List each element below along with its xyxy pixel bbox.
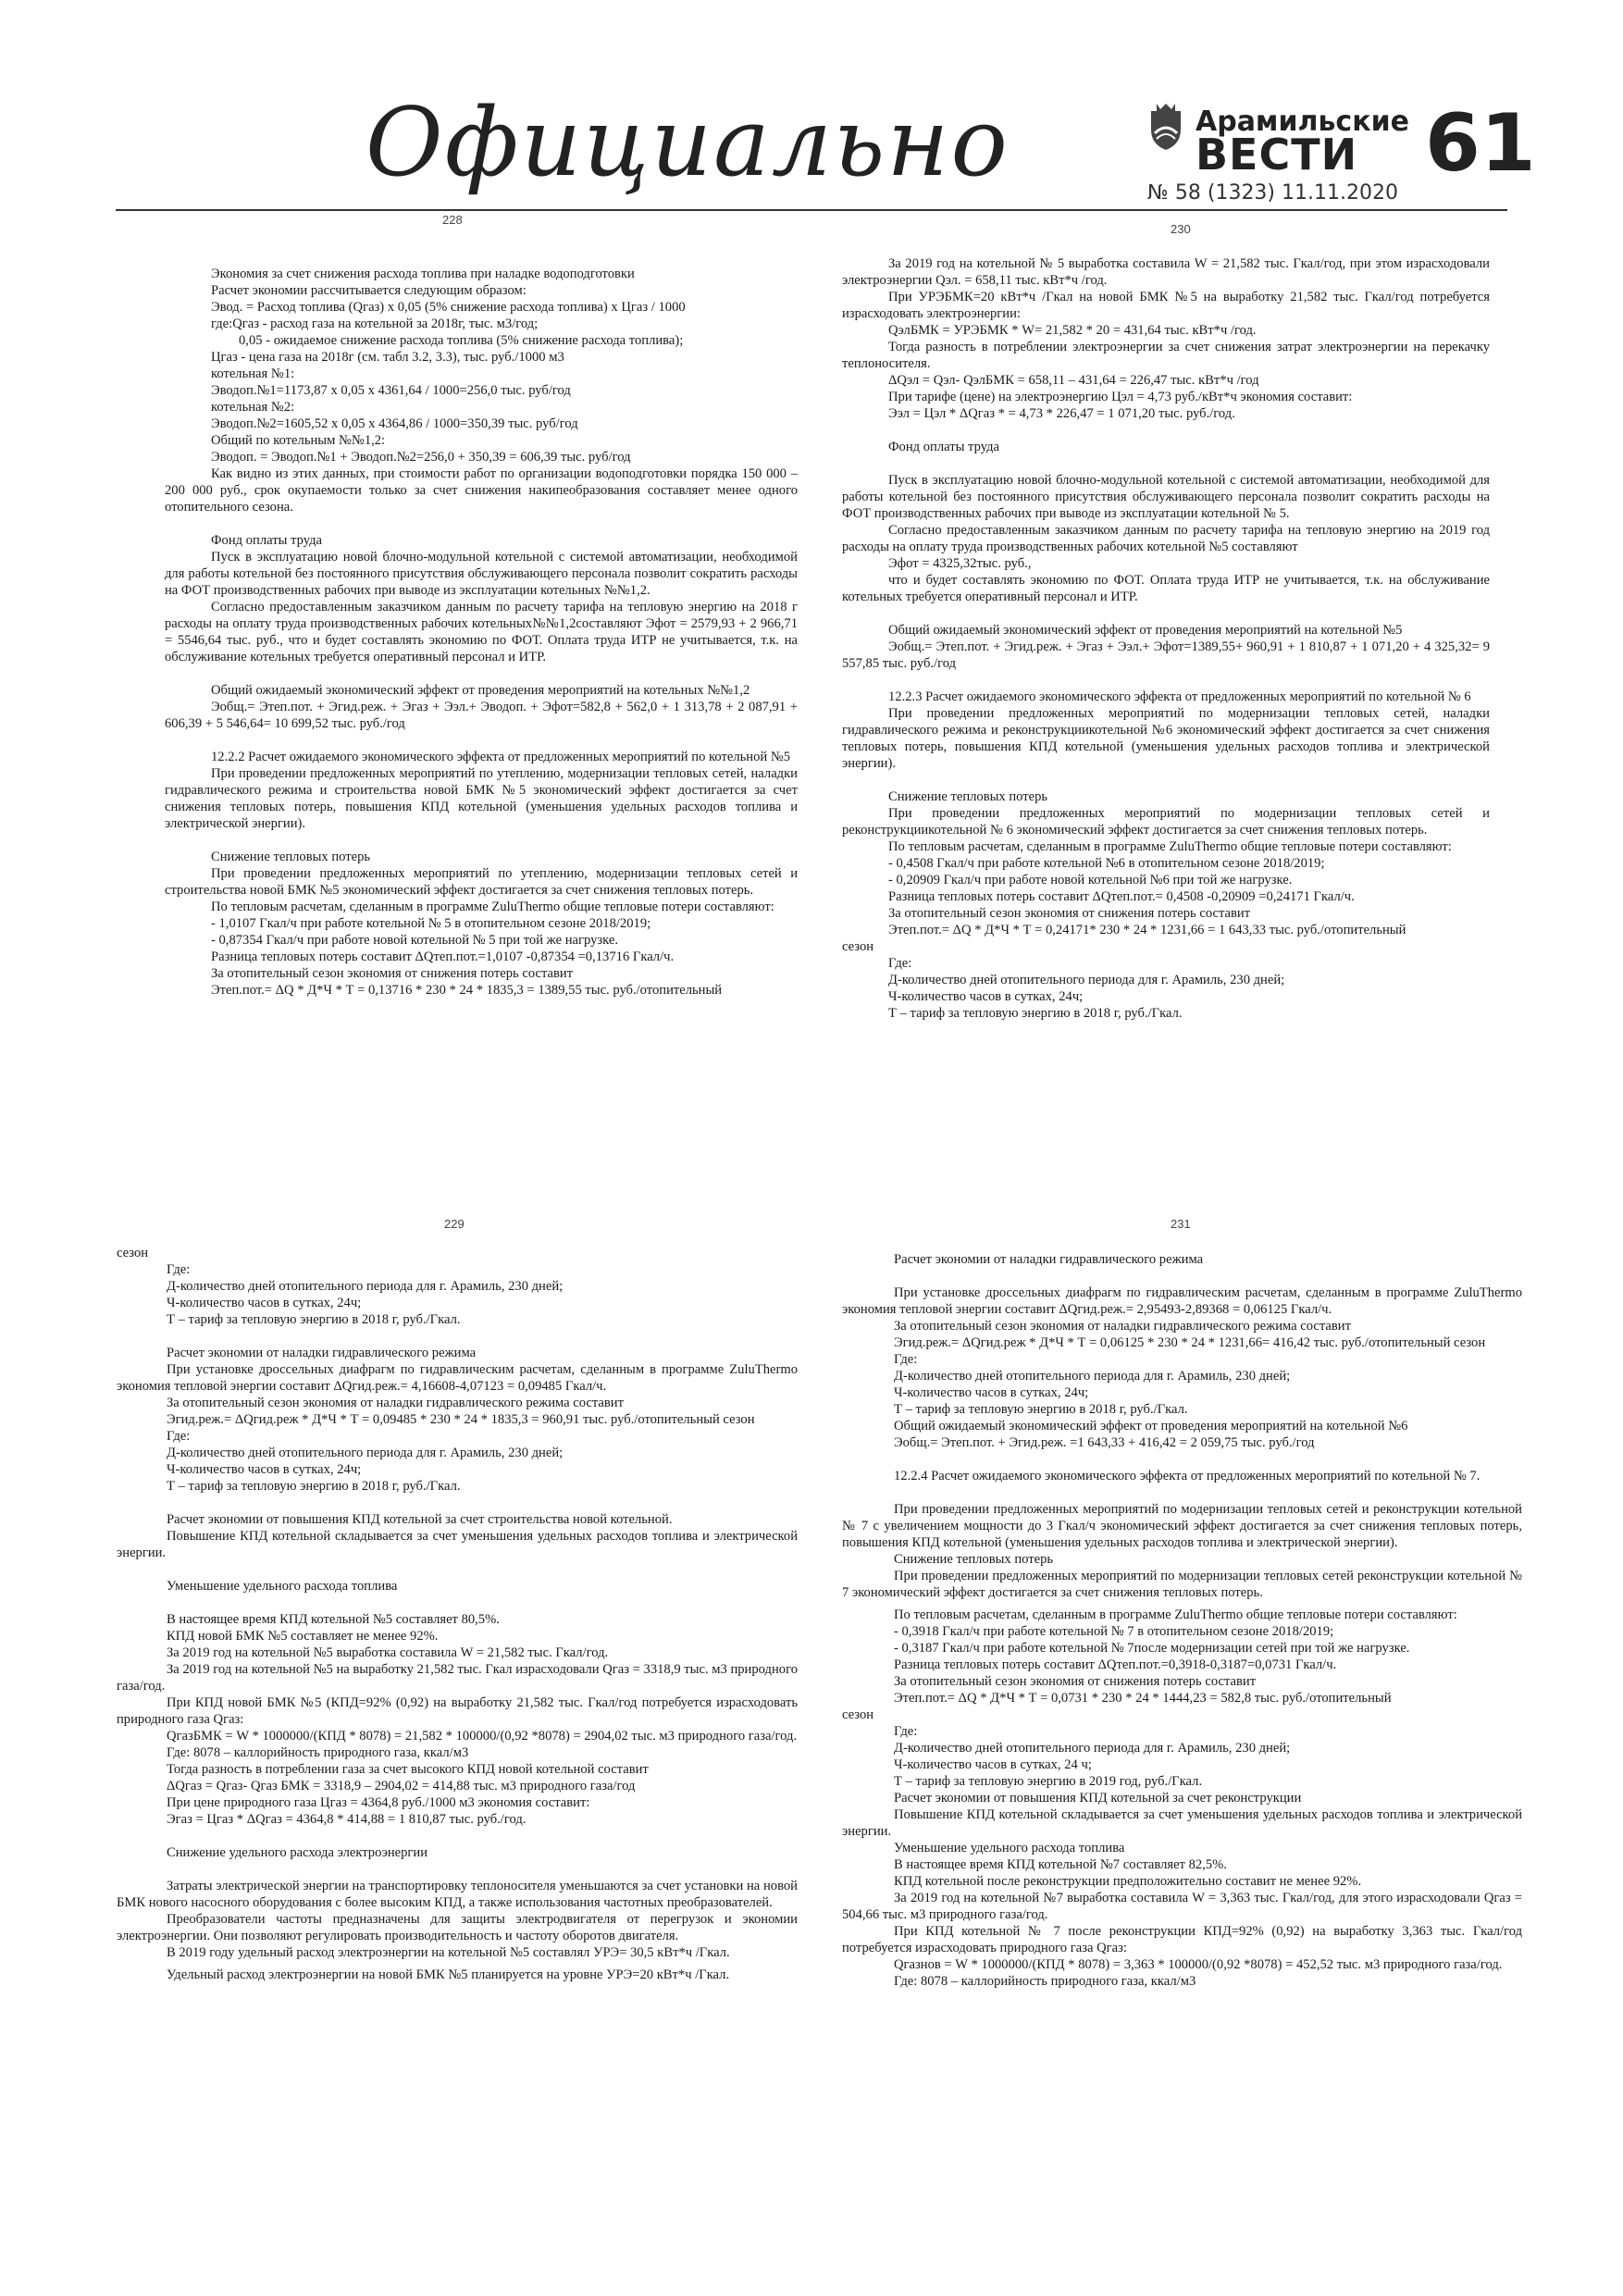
paragraph: По тепловым расчетам, сделанным в программе ZuluThermo общие тепловые потери составляют: <box>211 900 774 914</box>
column-top-left <box>165 266 798 999</box>
paragraph: Т – тариф за тепловую энергию в 2018 г, руб./Гкал. <box>888 1006 1183 1021</box>
source-page-number: 231 <box>1171 1217 1191 1231</box>
paragraph: По тепловым расчетам, сделанным в программе ZuluThermo общие тепловые потери составляют: <box>894 1607 1457 1622</box>
paragraph: Повышение КПД котельной складывается за счет уменьшения удельных расходов топлива и электрической энергии. <box>842 1807 1522 1839</box>
formula: Этеп.пот.= ΔQ * Д*Ч * Т = 0,13716 * 230 * 24 * 1835,3 = 1389,55 тыс. руб./отопительный <box>211 983 723 998</box>
paragraph: - 0,3918 Гкал/ч при работе котельной № 7 в отопительном сезоне 2018/2019; <box>894 1624 1334 1639</box>
paragraph: - 0,20909 Гкал/ч при работе новой котельной №6 при той же нагрузке. <box>888 873 1293 887</box>
paragraph: - 0,87354 Гкал/ч при работе новой котельной № 5 при той же нагрузке. <box>211 933 618 948</box>
source-page-number: 229 <box>444 1217 465 1231</box>
paragraph: За отопительный сезон экономия от наладки гидравлического режима составит <box>167 1396 624 1410</box>
paragraph: В настоящее время КПД котельной №5 составляет 80,5%. <box>167 1612 500 1627</box>
paragraph: Где: <box>167 1429 191 1444</box>
paragraph: Удельный расход электроэнергии на новой БМК №5 планируется на уровне УРЭ=20 кВт*ч /Гкал. <box>167 1967 730 1982</box>
paragraph: где:Qгаз - расход газа на котельной за 2018г, тыс. м3/год; <box>211 316 539 331</box>
formula: QэлБМК = УРЭБМК * W= 21,582 * 20 = 431,64 тыс. кВт*ч /год. <box>888 323 1257 338</box>
section-heading: Фонд оплаты труда <box>888 440 999 454</box>
paragraph: Ч-количество часов в сутках, 24ч; <box>888 989 1084 1004</box>
formula: Этеп.пот.= ΔQ * Д*Ч * Т = 0,0731 * 230 * 24 * 1444,23 = 582,8 тыс. руб./отопительный <box>894 1691 1392 1706</box>
paragraph: При цене природного газа Цгаз = 4364,8 руб./1000 м3 экономия составит: <box>167 1795 590 1810</box>
column-bottom-right <box>842 1251 1522 1990</box>
paragraph: Т – тариф за тепловую энергию в 2019 год, руб./Гкал. <box>894 1774 1203 1789</box>
paragraph: Общий ожидаемый экономический эффект от проведения мероприятий на котельной №6 <box>894 1419 1408 1433</box>
formula: ΔQгаз = Qгаз- Qгаз БМК = 3318,9 – 2904,02 = 414,88 тыс. м3 природного газа/год <box>167 1779 636 1793</box>
brand-name-big: ВЕСТИ <box>1196 130 1358 180</box>
paragraph: При проведении предложенных мероприятий по модернизации тепловых сетей и реконструкции котельной № 7 с увеличением мощности до 3 Гкал/ч экономический эффект достигается за счет снижения тепловых потерь, повышения КПД котельной (уменьшения удельных расходов топлива и электрической энергии). <box>842 1502 1522 1550</box>
paragraph: За отопительный сезон экономия от наладки гидравлического режима составит <box>894 1319 1351 1334</box>
section-heading: Расчет экономии от наладки гидравлического режима <box>894 1252 1204 1267</box>
paragraph: Где: <box>167 1262 191 1277</box>
paragraph: При установке дроссельных диафрагм по гидравлическим расчетам, сделанным в программе ZuluThermo экономия тепловой энергии составит ΔQгид.реж.= 2,95493-2,89368 = 0,06125 Гкал/ч. <box>842 1285 1522 1317</box>
section-heading: Снижение удельного расхода электроэнергии <box>167 1845 428 1860</box>
paragraph: За 2019 год на котельной №5 на выработку 21,582 тыс. Гкал израсходовали Qгаз = 3318,9 тыс. м3 природного газа/год. <box>117 1662 798 1694</box>
paragraph: КПД новой БМК №5 составляет не менее 92%. <box>167 1629 439 1644</box>
formula: Эгаз = Цгаз * ΔQгаз = 4364,8 * 414,88 = 1 810,87 тыс. руб./год. <box>167 1812 527 1827</box>
brand-name-small: Арамильские <box>1196 105 1409 138</box>
formula: Этеп.пот.= ΔQ * Д*Ч * Т = 0,24171* 230 * 24 * 1231,66 = 1 643,33 тыс. руб./отопительный <box>888 923 1406 937</box>
paragraph: В настоящее время КПД котельной №7 составляет 82,5%. <box>894 1857 1227 1872</box>
section-heading: Снижение тепловых потерь <box>888 789 1048 804</box>
paragraph: По тепловым расчетам, сделанным в программе ZuluThermo общие тепловые потери составляют: <box>888 839 1452 854</box>
paragraph: Где: <box>888 956 912 971</box>
paragraph: Затраты электрической энергии на транспортировку теплоносителя уменьшаются за счет установки на новой БМК нового насосного оборудования с более высоким КПД, а также использования частотных преобразователей. <box>117 1879 798 1910</box>
paragraph: Д-количество дней отопительного периода для г. Арамиль, 230 дней; <box>167 1446 564 1460</box>
paragraph: что и будет составлять экономию по ФОТ. Оплата труда ИТР не учитывается, т.к. на обслуживание котельных требуется оперативный персонал и ИТР. <box>842 573 1490 604</box>
paragraph: Общий по котельным №№1,2: <box>211 433 386 448</box>
paragraph: За отопительный сезон экономия от снижения потерь составит <box>211 966 574 981</box>
paragraph: Общий ожидаемый экономический эффект от проведения мероприятий на котельной №5 <box>888 623 1403 638</box>
section-heading: 12.2.4 Расчет ожидаемого экономического эффекта от предложенных мероприятий по котельной № 7. <box>894 1469 1481 1483</box>
section-heading: Уменьшение удельного расхода топлива <box>894 1841 1125 1855</box>
formula: Эвод. = Расход топлива (Qгаз) х 0,05 (5% снижение расхода топлива) х Цгаз / 1000 <box>211 300 686 315</box>
source-page-number: 228 <box>442 213 463 227</box>
section-heading: Расчет экономии от повышения КПД котельной за счет реконструкции <box>894 1791 1302 1806</box>
source-page-number: 230 <box>1171 222 1191 236</box>
paragraph: Повышение КПД котельной складывается за счет уменьшения удельных расходов топлива и электрической энергии. <box>117 1529 798 1560</box>
paragraph: Ч-количество часов в сутках, 24ч; <box>167 1462 362 1477</box>
formula: Ээл = Цэл * ΔQгаз * = 4,73 * 226,47 = 1 071,20 тыс. руб./год. <box>888 406 1235 421</box>
formula: QгазБМК = W * 1000000/(КПД * 8078) = 21,582 * 100000/(0,92 *8078) = 2904,02 тыс. м3 природного газа/год. <box>167 1729 798 1744</box>
paragraph: При КПД котельной № 7 после реконструкции КПД=92% (0,92) на выработку 3,363 тыс. Гкал/год потребуется израсходовать природного газа Qгаз: <box>842 1924 1522 1955</box>
paragraph: Т – тариф за тепловую энергию в 2018 г, руб./Гкал. <box>894 1402 1188 1417</box>
paragraph: Разница тепловых потерь составит ΔQтеп.пот.=1,0107 -0,87354 =0,13716 Гкал/ч. <box>211 949 675 964</box>
paragraph: Ч-количество часов в сутках, 24ч; <box>894 1385 1089 1400</box>
paragraph: Пуск в эксплуатацию новой блочно-модульной котельной с системой автоматизации, необходимой для работы котельной без постоянного присутствия обслуживающего персонала позволит сократить расходы на ФОТ производственных рабочих при выводе из эксплуатации котельной № 5. <box>842 473 1490 521</box>
page-number: 61 <box>1425 97 1536 190</box>
formula: ΔQэл = Qэл- QэлБМК = 658,11 – 431,64 = 226,47 тыс. кВт*ч /год <box>888 373 1259 388</box>
formula: Эгид.реж.= ΔQгид.реж * Д*Ч * Т = 0,09485 * 230 * 24 * 1835,3 = 960,91 тыс. руб./отопительный сезон <box>167 1412 755 1427</box>
column-bottom-left <box>117 1245 798 1983</box>
paragraph: - 1,0107 Гкал/ч при работе котельной № 5 в отопительном сезоне 2018/2019; <box>211 916 651 931</box>
paragraph: Д-количество дней отопительного периода для г. Арамиль, 230 дней; <box>894 1369 1291 1384</box>
paragraph: Ч-количество часов в сутках, 24ч; <box>167 1296 362 1310</box>
paragraph: За 2019 год на котельной № 5 выработка составила W = 21,582 тыс. Гкал/год, при этом израсходовали электроэнергии Qэл. = 658,11 тыс. кВт*ч /год. <box>842 256 1490 288</box>
section-heading: Фонд оплаты труда <box>211 533 322 548</box>
paragraph: Где: <box>894 1352 918 1367</box>
paragraph: За отопительный сезон экономия от снижения потерь составит <box>894 1674 1257 1689</box>
section-heading: 12.2.2 Расчет ожидаемого экономического эффекта от предложенных мероприятий по котельной №5 <box>211 750 791 764</box>
paragraph: Д-количество дней отопительного периода для г. Арамиль, 230 дней; <box>888 973 1285 987</box>
paragraph: - 0,3187 Гкал/ч при работе котельной № 7после модернизации сетей при той же нагрузке. <box>894 1641 1410 1656</box>
section-title: Официально <box>365 88 1010 198</box>
paragraph: Разница тепловых потерь составит ΔQтеп.пот.= 0,4508 -0,20909 =0,24171 Гкал/ч. <box>888 889 1355 904</box>
column-top-right <box>842 255 1490 1022</box>
paragraph: За отопительный сезон экономия от снижения потерь составит <box>888 906 1251 921</box>
formula: Эобщ.= Этеп.пот. + Эгид.реж. + Эгаз + Ээл.+ Эводоп. + Эфот=582,8 + 562,0 + 1 313,78 + 2 087,91 + 606,39 + 5 546,64= 10 699,52 тыс. руб./год <box>165 700 798 731</box>
section-heading: Снижение тепловых потерь <box>894 1552 1054 1567</box>
paragraph: Тогда разность в потреблении газа за счет высокого КПД новой котельной составит <box>167 1762 649 1777</box>
header-rule <box>116 209 1507 211</box>
paragraph: Преобразователи частоты предназначены для защиты электродвигателя от перегрузок и экономии электроэнергии. Они позволяют регулировать производительность и частоту оборотов двигателя. <box>117 1912 798 1943</box>
paragraph: Т – тариф за тепловую энергию в 2018 г, руб./Гкал. <box>167 1479 461 1494</box>
paragraph: При УРЭБМК=20 кВт*ч /Гкал на новой БМК №5 на выработку 21,582 тыс. Гкал/год потребуется израсходовать электроэнергии: <box>842 290 1490 321</box>
paragraph: котельная №2: <box>211 400 295 415</box>
formula: Эводоп. = Эводоп.№1 + Эводоп.№2=256,0 + 350,39 = 606,39 тыс. руб/год <box>211 450 631 465</box>
paragraph: При проведении предложенных мероприятий по модернизации тепловых сетей и реконструкциикотельной № 6 экономический эффект достигается за счет снижения тепловых потерь. <box>842 806 1490 838</box>
paragraph: Д-количество дней отопительного периода для г. Арамиль, 230 дней; <box>894 1741 1291 1756</box>
section-heading: Расчет экономии от повышения КПД котельной за счет строительства новой котельной. <box>167 1512 673 1527</box>
paragraph: котельная №1: <box>211 366 295 381</box>
paragraph: Общий ожидаемый экономический эффект от проведения мероприятий на котельных №№1,2 <box>211 683 750 698</box>
section-heading: Уменьшение удельного расхода топлива <box>167 1579 398 1594</box>
paragraph: Разница тепловых потерь составит ΔQтеп.пот.=0,3918-0,3187=0,0731 Гкал/ч. <box>894 1657 1337 1672</box>
formula: Qгазнов = W * 1000000/(КПД * 8078) = 3,363 * 100000/(0,92 *8078) = 452,52 тыс. м3 природного газа/год. <box>894 1957 1503 1972</box>
paragraph: Где: 8078 – каллорийность природного газа, ккал/м3 <box>167 1745 469 1760</box>
paragraph: сезон <box>842 939 874 954</box>
formula: Эфот = 4325,32тыс. руб., <box>888 556 1032 571</box>
paragraph: Цгаз - цена газа на 2018г (см. табл 3.2, 3.3), тыс. руб./1000 м3 <box>211 350 564 365</box>
section-heading: Расчет экономии от наладки гидравлического режима <box>167 1346 477 1360</box>
paragraph: Ч-количество часов в сутках, 24 ч; <box>894 1757 1092 1772</box>
paragraph: Д-количество дней отопительного периода для г. Арамиль, 230 дней; <box>167 1279 564 1294</box>
paragraph: Где: 8078 – каллорийность природного газа, ккал/м3 <box>894 1974 1196 1989</box>
paragraph: Т – тариф за тепловую энергию в 2018 г, руб./Гкал. <box>167 1312 461 1327</box>
paragraph: сезон <box>842 1707 874 1722</box>
paragraph: 0,05 - ожидаемое снижение расхода топлива (5% снижение расхода топлива); <box>239 333 684 348</box>
section-heading: 12.2.3 Расчет ожидаемого экономического эффекта от предложенных мероприятий по котельной № 6 <box>888 689 1471 704</box>
section-heading: Снижение тепловых потерь <box>211 850 371 864</box>
coat-of-arms-icon <box>1147 102 1184 152</box>
paragraph: КПД котельной после реконструкции предположительно составит не менее 92%. <box>894 1874 1362 1889</box>
paragraph: Согласно предоставленным заказчиком данным по расчету тарифа на тепловую энергию на 2018 г расходы на оплату труда производственных рабочих котельных№№1,2составляют Эфот = 2579,93 + 2 966,71 = 5546,64 тыс. руб., что и будет составлять экономию по ФОТ. Оплата труда ИТР не учитывается, т.к. на обслуживание котельных требуется оперативный персонал и ИТР. <box>165 600 798 664</box>
paragraph: За 2019 год на котельной №5 выработка составила W = 21,582 тыс. Гкал/год. <box>167 1645 609 1660</box>
paragraph: Пуск в эксплуатацию новой блочно-модульной котельной с системой автоматизации, необходимой для работы котельной без постоянного присутствия обслуживающего персонала позволит сократить расходы на ФОТ производственных рабочих при выводе из эксплуатации котельных №№1,2. <box>165 550 798 598</box>
paragraph: - 0,4508 Гкал/ч при работе котельной №6 в отопительном сезоне 2018/2019; <box>888 856 1325 871</box>
paragraph: Экономия за счет снижения расхода топлива при наладке водоподготовки <box>211 267 635 281</box>
paragraph: При проведении предложенных мероприятий по модернизации тепловых сетей реконструкции котельной № 7 экономический эффект достигается за счет снижения тепловых потерь. <box>842 1569 1522 1600</box>
paragraph: При тарифе (цене) на электроэнергию Цэл = 4,73 руб./кВт*ч экономия составит: <box>888 390 1353 404</box>
paragraph: При проведении предложенных мероприятий по утеплению, модернизации тепловых сетей, наладки гидравлического режима и строительства новой БМК №5 экономический эффект достигается за счет снижения тепловых потерь, повышения КПД котельной (уменьшения удельных расходов топлива и электрической энергии). <box>165 766 798 831</box>
paragraph: Как видно из этих данных, при стоимости работ по организации водоподготовки порядка 150 000 – 200 000 руб., срок окупаемости только за счет снижения накипеобразования составляет менее одного отопительного сезона. <box>165 466 798 515</box>
paragraph: сезон <box>117 1246 149 1260</box>
paragraph: За 2019 год на котельной №7 выработка составила W = 3,363 тыс. Гкал/год, для этого израсходовали Qгаз = 504,66 тыс. м3 природного газа/год. <box>842 1891 1522 1922</box>
paragraph: Согласно предоставленным заказчиком данным по расчету тарифа на тепловую энергию на 2019 год расходы на оплату труда производственных рабочих котельной №5 составляют <box>842 523 1490 554</box>
formula: Эобщ.= Этеп.пот. + Эгид.реж. + Эгаз + Ээл.+ Эфот=1389,55+ 960,91 + 1 810,87 + 1 071,20 + 4 325,32= 9 557,85 тыс. руб./год <box>842 639 1490 671</box>
paragraph: При проведении предложенных мероприятий по модернизации тепловых сетей, наладки гидравлического режима и реконструкциикотельной №6 экономический эффект достигается за счет снижения тепловых потерь, повышения КПД котельной (уменьшения удельных расходов топлива и электрической энергии). <box>842 706 1490 771</box>
formula: Эводоп.№1=1173,87 х 0,05 х 4361,64 / 1000=256,0 тыс. руб/год <box>211 383 571 398</box>
formula: Эгид.реж.= ΔQгид.реж * Д*Ч * Т = 0,06125 * 230 * 24 * 1231,66= 416,42 тыс. руб./отопительный сезон <box>894 1335 1486 1350</box>
issue-info: № 58 (1323) 11.11.2020 <box>1147 181 1398 205</box>
paragraph: Расчет экономии рассчитывается следующим образом: <box>211 283 527 298</box>
formula: Эводоп.№2=1605,52 х 0,05 х 4364,86 / 1000=350,39 тыс. руб/год <box>211 416 578 431</box>
newspaper-brand <box>1147 102 1409 185</box>
paragraph: Где: <box>894 1724 918 1739</box>
formula: Эобщ.= Этеп.пот. + Эгид.реж. =1 643,33 + 416,42 = 2 059,75 тыс. руб./год <box>894 1435 1315 1450</box>
paragraph: При КПД новой БМК №5 (КПД=92% (0,92) на выработку 21,582 тыс. Гкал/год потребуется израсходовать природного газа Qгаз: <box>117 1695 798 1727</box>
paragraph: Тогда разность в потреблении электроэнергии за счет снижения затрат электроэнергии на перекачку теплоносителя. <box>842 340 1490 371</box>
paragraph: В 2019 году удельный расход электроэнергии на котельной №5 составлял УРЭ= 30,5 кВт*ч /Гкал. <box>167 1945 730 1960</box>
paragraph: При проведении предложенных мероприятий по утеплению, модернизации тепловых сетей и строительства новой БМК №5 экономический эффект достигается за счет снижения тепловых потерь. <box>165 866 798 898</box>
paragraph: При установке дроссельных диафрагм по гидравлическим расчетам, сделанным в программе ZuluThermo экономия тепловой энергии составит ΔQгид.реж.= 4,16608-4,07123 = 0,09485 Гкал/ч. <box>117 1362 798 1394</box>
